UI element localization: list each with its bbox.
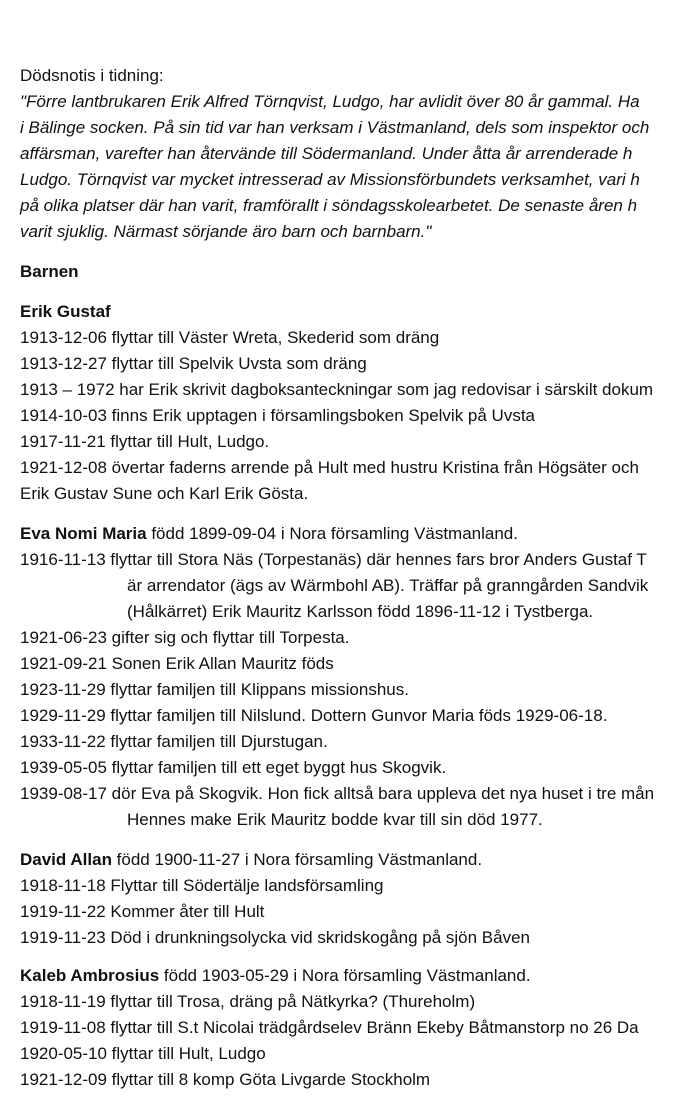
erik-entry: 1921-12-08 övertar faderns arrende på Hult med hustru Kristina från Högsäter och <box>20 458 639 477</box>
child-name-erik: Erik Gustaf <box>20 302 111 321</box>
kaleb-entry: 1920-05-10 flyttar till Hult, Ludgo <box>20 1044 266 1063</box>
eva-entry: (Hålkärret) Erik Mauritz Karlsson född 1896-11-12 i Tystberga. <box>127 602 594 621</box>
eva-entry: Hennes make Erik Mauritz bodde kvar till sin död 1977. <box>127 810 543 829</box>
kaleb-born: född 1903-05-29 i Nora församling Västmanland. <box>159 966 531 985</box>
eva-entry: 1933-11-22 flyttar familjen till Djurstugan. <box>20 732 328 751</box>
notice-heading: Dödsnotis i tidning: <box>20 66 164 85</box>
erik-entry: Erik Gustav Sune och Karl Erik Gösta. <box>20 484 309 503</box>
eva-born: född 1899-09-04 i Nora församling Västmanland. <box>146 524 518 543</box>
kaleb-heading <box>20 966 531 986</box>
eva-entry: 1923-11-29 flyttar familjen till Klippans missionshus. <box>20 680 409 699</box>
david-born: född 1900-11-27 i Nora församling Västmanland. <box>111 850 483 869</box>
eva-entry: 1939-08-17 dör Eva på Skogvik. Hon fick alltså bara uppleva det nya huset i tre mån <box>20 784 655 803</box>
notice-line: affärsman, varefter han återvände till Södermanland. Under åtta år arrenderade h <box>20 144 633 163</box>
notice-line: i Bälinge socken. På sin tid var han verksam i Västmanland, dels som inspektor och <box>20 118 650 137</box>
kaleb-entry: 1918-11-19 flyttar till Trosa, dräng på Nätkyrka? (Thureholm) <box>20 992 476 1011</box>
eva-entry: 1921-06-23 gifter sig och flyttar till Torpesta. <box>20 628 350 647</box>
child-name-david: David Allan <box>20 850 112 869</box>
notice-line: Ludgo. Törnqvist var mycket intresserad av Missionsförbundets verksamhet, vari h <box>20 170 640 189</box>
eva-entry: 1929-11-29 flyttar familjen till Nilslund. Dottern Gunvor Maria föds 1929-06-18. <box>20 706 608 725</box>
eva-heading <box>20 524 518 544</box>
eva-entry: 1916-11-13 flyttar till Stora Näs (Torpestanäs) där hennes fars bror Anders Gustaf T <box>20 550 647 569</box>
erik-entry: 1913-12-06 flyttar till Väster Wreta, Skederid som dräng <box>20 328 440 347</box>
erik-entry: 1913-12-27 flyttar till Spelvik Uvsta som dräng <box>20 354 367 373</box>
eva-entry: är arrendator (ägs av Wärmbohl AB). Träffar på granngården Sandvik <box>127 576 649 595</box>
erik-entry: 1917-11-21 flyttar till Hult, Ludgo. <box>20 432 270 451</box>
david-entry: 1919-11-23 Död i drunkningsolycka vid skridskogång på sjön Båven <box>20 928 530 947</box>
notice-line: "Förre lantbrukaren Erik Alfred Törnqvist, Ludgo, har avlidit över 80 år gammal. Ha <box>20 92 640 111</box>
kaleb-entry: 1921-12-09 flyttar till 8 komp Göta Livgarde Stockholm <box>20 1070 431 1089</box>
erik-entry: 1913 – 1972 har Erik skrivit dagboksanteckningar som jag redovisar i särskilt dokum <box>20 380 654 399</box>
eva-entry: 1939-05-05 flyttar familjen till ett eget byggt hus Skogvik. <box>20 758 447 777</box>
erik-entry: 1914-10-03 finns Erik upptagen i församlingsboken Spelvik på Uvsta <box>20 406 536 425</box>
kaleb-entry: 1919-11-08 flyttar till S.t Nicolai trädgårdselev Bränn Ekeby Båtmanstorp no 26 Da <box>20 1018 639 1037</box>
child-name-kaleb: Kaleb Ambrosius <box>20 966 160 985</box>
notice-line: varit sjuklig. Närmast sörjande äro barn och barnbarn." <box>20 222 432 241</box>
david-entry: 1918-11-18 Flyttar till Södertälje landsförsamling <box>20 876 384 895</box>
david-heading <box>20 850 482 870</box>
eva-entry: 1921-09-21 Sonen Erik Allan Mauritz föds <box>20 654 334 673</box>
david-entry: 1919-11-22 Kommer åter till Hult <box>20 902 265 921</box>
section-title: Barnen <box>20 262 79 281</box>
child-name-eva: Eva Nomi Maria <box>20 524 147 543</box>
notice-line: på olika platser där han varit, framförallt i söndagsskolearbetet. De senaste åren h <box>20 196 638 215</box>
